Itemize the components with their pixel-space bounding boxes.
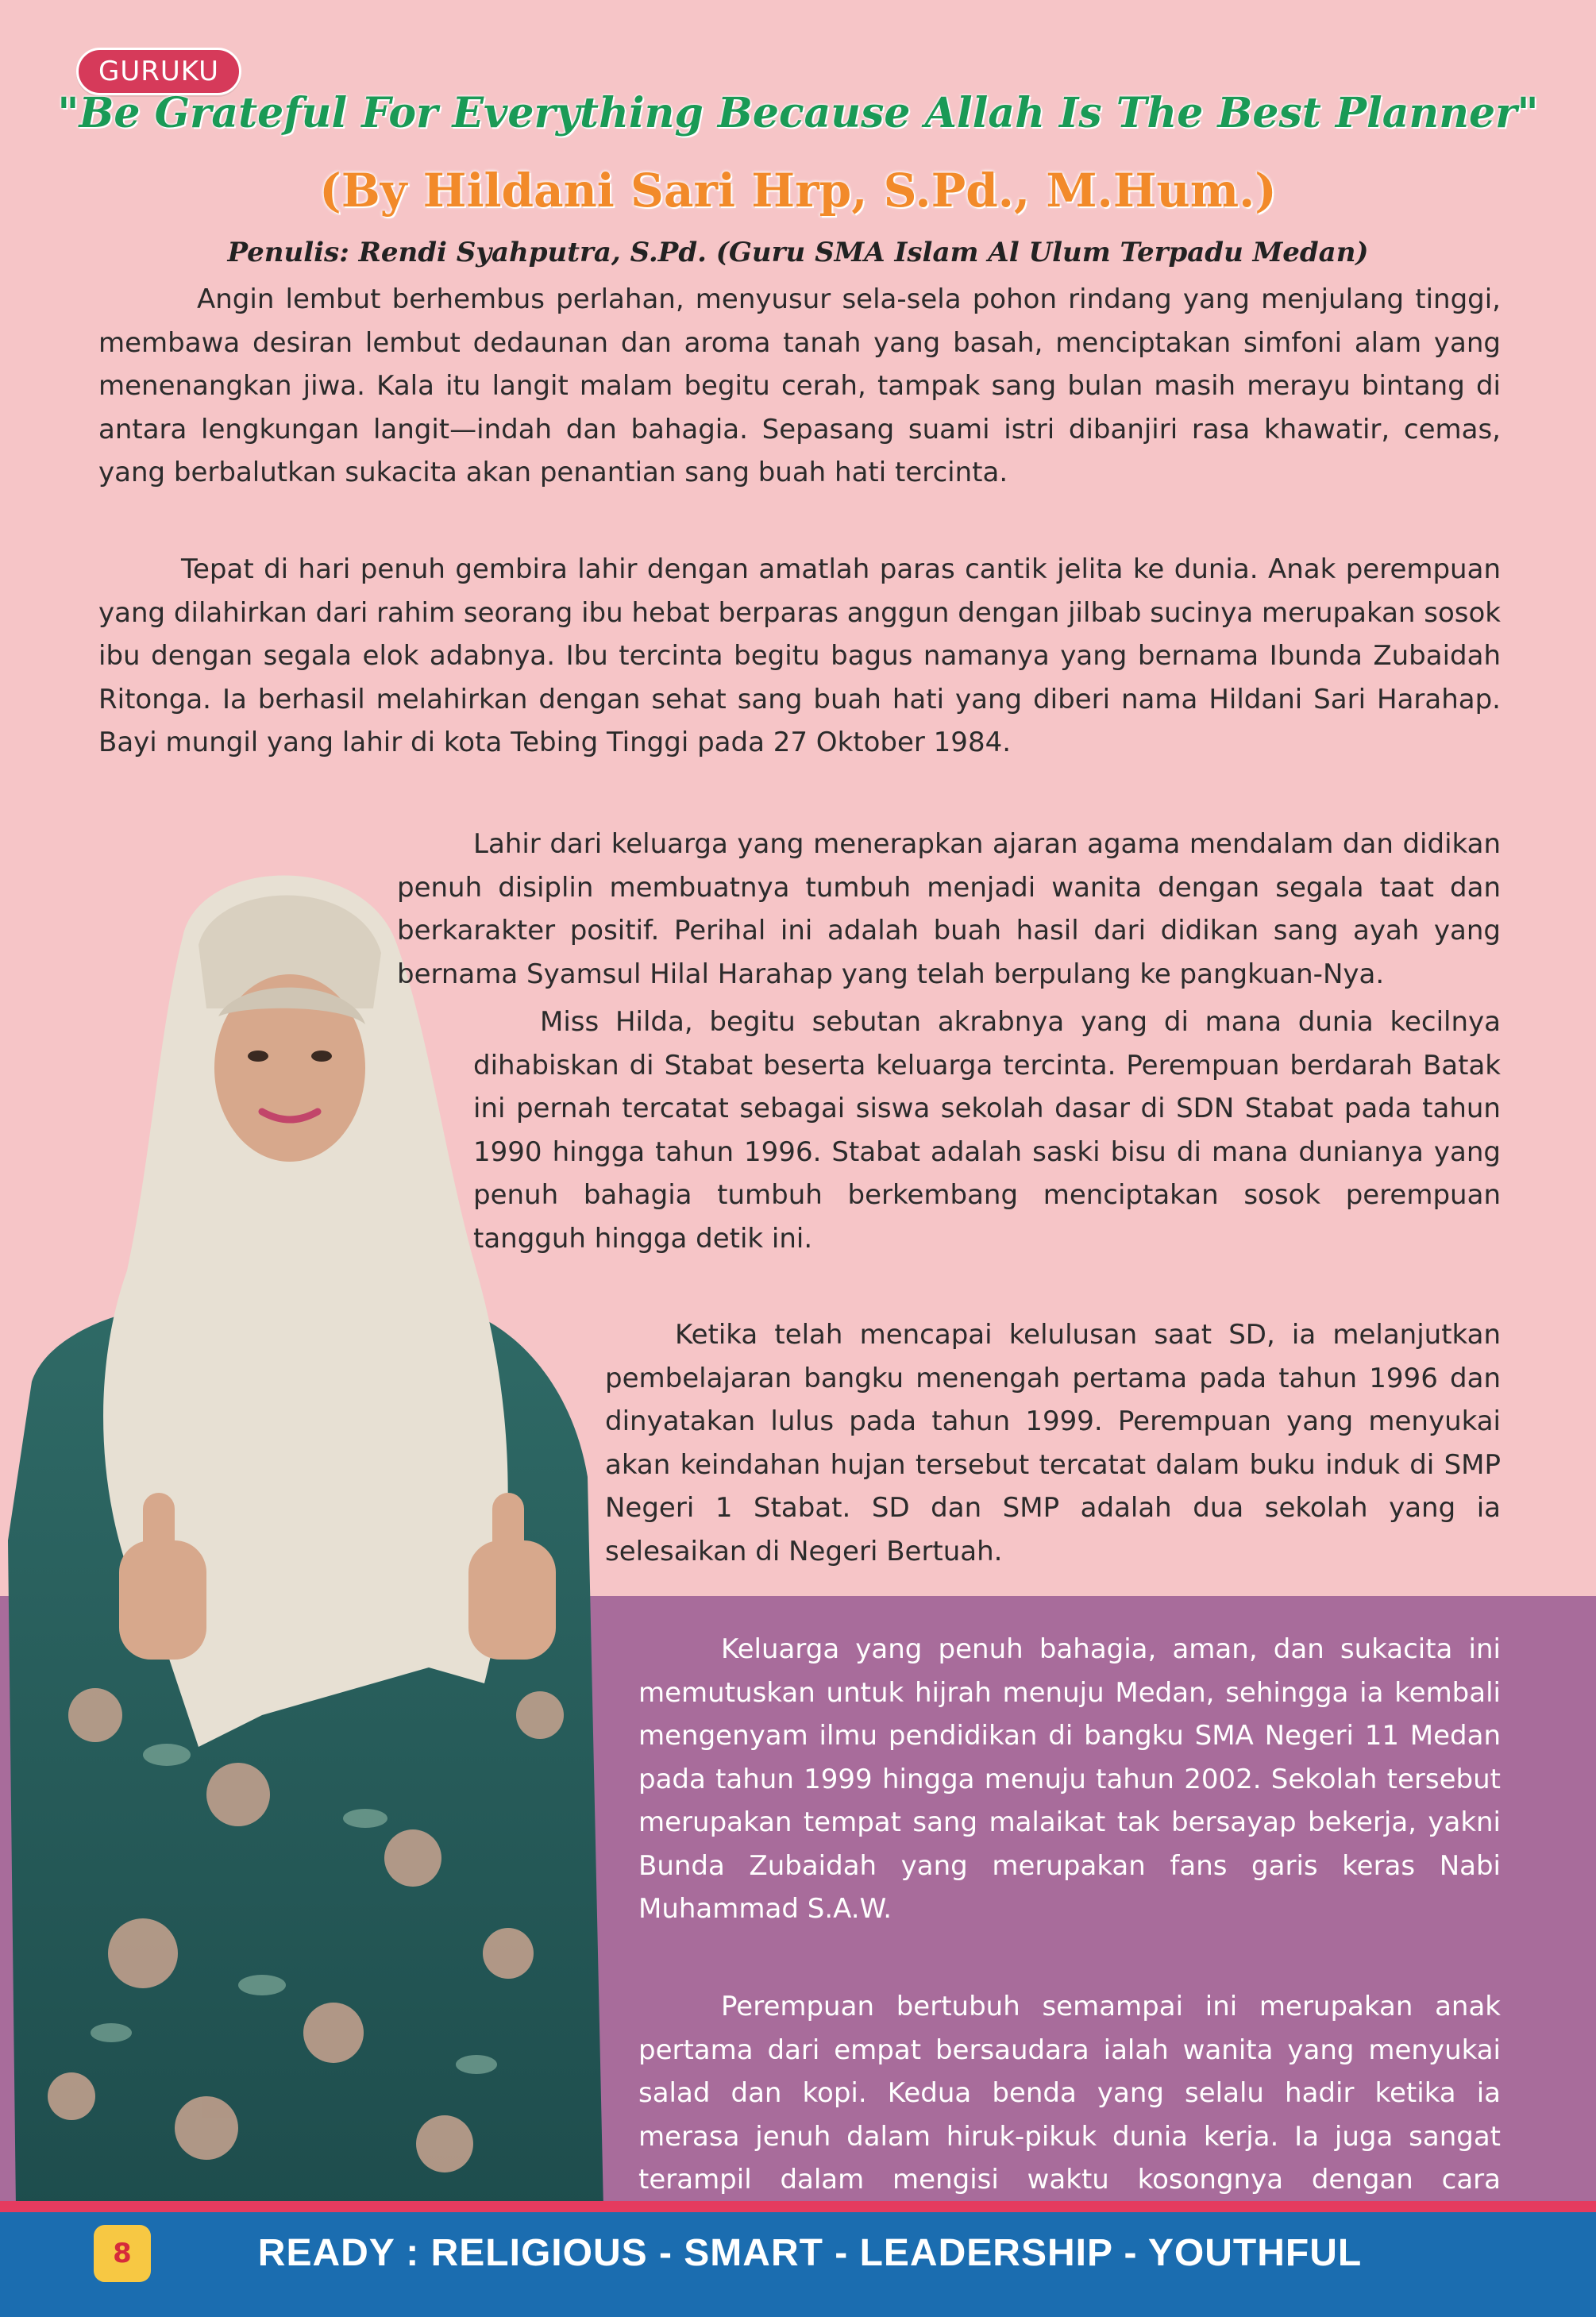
section-badge: GURUKU (76, 48, 241, 95)
paragraph-5: Ketika telah mencapai kelulusan saat SD, ia melanjutkan pembelajaran bangku menengah pertama pada tahun 1996 dan dinyatakan lulus pada tahun 1999. Perempuan yang menyukai akan keindahan hujan tersebut tercatat dalam buku induk di SMP Negeri 1 Stabat. SD dan SMP adalah dua sekolah yang ia selesaikan di Negeri Bertuah. (605, 1319, 1501, 1567)
article-title: "Be Grateful For Everything Because Allah Is The Best Planner" (57, 89, 1539, 137)
footer-motto: READY : RELIGIOUS - SMART - LEADERSHIP - YOUTHFUL (257, 2232, 1363, 2274)
article-subtitle: (By Hildani Sari Hrp, S.Pd., M.Hum.) (319, 164, 1277, 218)
footer-accent-line (0, 2201, 1596, 2212)
paragraph-1: Angin lembut berhembus perlahan, menyusur sela-sela pohon rindang yang menjulang tinggi, membawa desiran lembut dedaunan dan aroma tanah yang basah, menciptakan simfoni alam yang menenangkan jiwa. Kala itu langit malam begitu cerah, tampak sang bulan masih merayu bintang di antara lengkungan langit—indah dan bahagia. Sepasang suami istri dibanjiri rasa khawatir, cemas, yang berbalutkan sukacita akan penantian sang buah hati tercinta. (98, 283, 1501, 488)
author-line: Penulis: Rendi Syahputra, S.Pd. (Guru SMA Islam Al Ulum Terpadu Medan) (227, 237, 1369, 268)
paragraph-7: Perempuan bertubuh semampai ini merupakan anak pertama dari empat bersaudara ialah wanita yang menyukai salad dan kopi. Kedua benda yang selalu hadir ketika ia merasa jenuh dalam hiruk-pikuk dunia kerja. Ia juga sangat terampil dalam mengisi waktu kosongnya dengan cara (638, 1991, 1501, 2196)
paragraph-4: Miss Hilda, begitu sebutan akrabnya yang di mana dunia kecilnya dihabiskan di Stabat beserta keluarga tercinta. Perempuan berdarah Batak ini pernah tercatat sebagai siswa sekolah dasar di SDN Stabat pada tahun 1990 hingga tahun 1996. Stabat adalah saski bisu di mana dunianya yang penuh bahagia tumbuh berkembang menciptakan sosok perempuan tangguh hingga detik ini. (473, 1006, 1501, 1255)
paragraph-2: Tepat di hari penuh gembira lahir dengan amatlah paras cantik jelita ke dunia. Anak perempuan yang dilahirkan dari rahim seorang ibu hebat berparas anggun dengan jilbab sucinya merupakan sosok ibu dengan segala elok adabnya. Ibu tercinta begitu bagus namanya yang bernama Ibunda Zubaidah Ritonga. Ia berhasil melahirkan dengan sehat sang buah hati yang diberi nama Hildani Sari Harahap. Bayi mungil yang lahir di kota Tebing Tinggi pada 27 Oktober 1984. (98, 553, 1501, 758)
page-number: 8 (94, 2225, 151, 2282)
paragraph-3: Lahir dari keluarga yang menerapkan ajaran agama mendalam dan didikan penuh disiplin membuatnya tumbuh menjadi wanita dengan segala taat dan berkarakter positif. Perihal ini adalah buah hasil dari didikan sang ayah yang bernama Syamsul Hilal Harahap yang telah berpulang ke pangkuan-Nya. (397, 828, 1501, 990)
paragraph-6: Keluarga yang penuh bahagia, aman, dan sukacita ini memutuskan untuk hijrah menuju Medan, sehingga ia kembali mengenyam ilmu pendidikan di bangku SMA Negeri 11 Medan pada tahun 1999 hingga menuju tahun 2002. Sekolah tersebut merupakan tempat sang malaikat tak bersayap bekerja, yakni Bunda Zubaidah yang merupakan fans garis keras Nabi Muhammad S.A.W. (638, 1633, 1501, 1925)
